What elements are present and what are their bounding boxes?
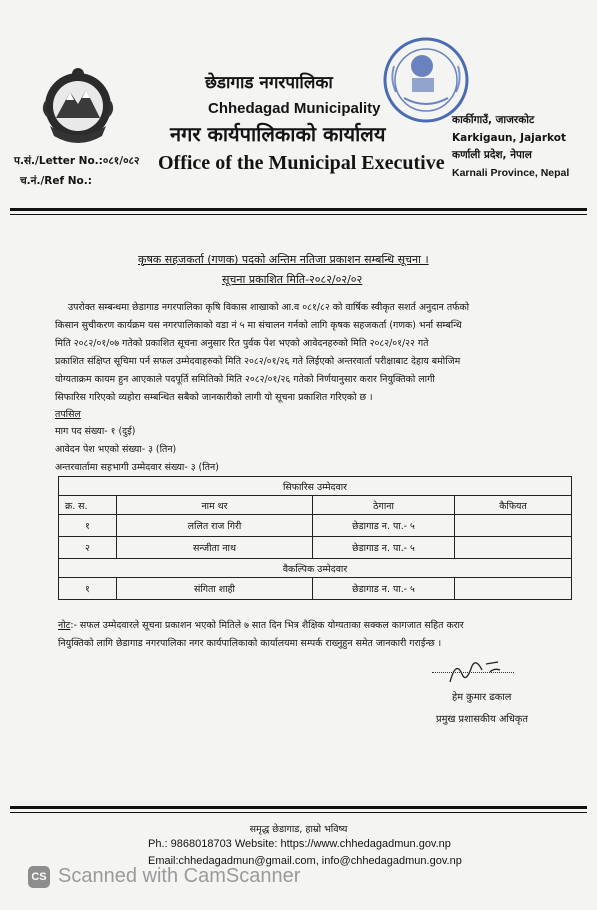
footer-email: Email:chhedagadmun@gmail.com, info@chhedagadmun.gov.np (148, 855, 462, 867)
column-header: कैफियत (455, 496, 572, 515)
cell-name: सन्जीता नाथ (117, 537, 313, 559)
cell-serial: १ (59, 515, 117, 537)
column-header: ठेगाना (313, 496, 455, 515)
municipality-name-nepali: छेडागाड नगरपालिका (205, 73, 333, 93)
candidates-table (58, 476, 572, 600)
footer-divider (10, 812, 587, 813)
cell-name: ललित राज गिरी (117, 515, 313, 537)
table-row (59, 515, 572, 537)
cell-remark (455, 537, 572, 559)
address-line: Karkigaun, Jajarkot (452, 132, 566, 144)
note-text: :- सफल उम्मेदवारले सूचना प्रकाशन भएको मितिले ७ सात दिन भित्र शैक्षिक योग्यताका सक्कल कागजात सहित करार (70, 620, 464, 631)
reference-number: च.नं./Ref No.: (20, 175, 92, 187)
details-line: आवेदन पेश भएको संख्या- ३ (तिन) (55, 444, 177, 455)
footer-divider (10, 806, 587, 809)
camscanner-watermark: Scanned with CamScanner (58, 865, 301, 887)
table-row (59, 537, 572, 559)
notice-body-line: सिफारिस गरिएको व्यहोरा सम्बन्धित सबैको जानकारीको लागी यो सूचना प्रकाशित गरिएको छ । (55, 392, 373, 403)
notice-published-date: सूचना प्रकाशित मिति-२०८२/०२/०२ (222, 273, 363, 286)
address-line: Karnali Province, Nepal (452, 167, 570, 179)
notice-body-line: उपरोक्त सम्बन्धमा छेडागाड नगरपालिका कृषि विकास शाखाको आ.व ०८१/८२ को वार्षिक स्वीकृत सशर्त अनुदान तर्फको (68, 302, 470, 313)
camscanner-logo-icon: CS (28, 866, 50, 888)
nepal-emblem-logo (40, 66, 116, 144)
signatory-title: प्रमुख प्रशासकीय अधिकृत (436, 714, 528, 725)
header-divider (10, 214, 587, 215)
notice-body-line: किसान सुचीकरण कार्यक्रम यस नगरपालिकाको वडा नं ५ मा संचालन गर्नको लागि कृषक सहजकर्ता (गणक) भर्ना सम्बन्धि (55, 320, 462, 331)
column-header: क्र. स. (59, 496, 117, 515)
note-line: नियुक्तिको लागि छेडागाड नगरपालिका नगर कार्यपालिकाको कार्यालयमा सम्पर्क राख्नुहुन समेत जानकारी गराईन्छ । (58, 638, 442, 649)
signature-line (432, 672, 514, 673)
table-row (59, 578, 572, 600)
office-name-nepali: नगर कार्यपालिकाको कार्यालय (170, 122, 386, 146)
notice-title: कृषक सहजकर्ता (गणक) पदको अन्तिम नतिजा प्रकाशन सम्बन्धि सूचना । (138, 253, 429, 266)
details-heading: तपसिल (55, 409, 81, 420)
header-divider (10, 208, 587, 211)
details-line: माग पद संख्या- १ (दुई) (55, 426, 136, 437)
municipal-seal-stamp (380, 36, 472, 124)
notice-body-line: मिति २०८२/०१/०७ गतेको प्रकाशित सूचना अनुसार रित पुर्वक पेश भएको आवेदनहरुको मिति २०८२/०१/२२ गते (55, 338, 429, 349)
letter-number: प.सं./Letter No.:०८१/०८२ (14, 155, 140, 167)
office-name-english: Office of the Municipal Executive (158, 152, 445, 174)
cell-address: छेडागाड न. पा.- ५ (313, 578, 455, 600)
footer-phone-website: Ph.: 9868018703 Website: https://www.chhedagadmun.gov.np (148, 838, 451, 850)
cell-name: संगिता शाही (117, 578, 313, 600)
notice-body-line: प्रकाशित संक्षिप्त सूचिमा पर्न सफल उम्मेदवाहरुको मिति २०८२/०१/२६ गते लिईएको अन्तरवार्ता परीक्षाबाट देहाय बमोजिम (55, 356, 461, 367)
signatory-name: हेम कुमार ढकाल (452, 692, 512, 703)
footer-slogan: समृद्ध छेडागाड, हाम्रो भविष्य (249, 824, 348, 835)
cell-serial: १ (59, 578, 117, 600)
note-label: नोट (58, 620, 71, 631)
municipality-name-english: Chhedagad Municipality (208, 100, 381, 117)
column-header: नाम थर (117, 496, 313, 515)
notice-body-line: योग्यताक्रम कायम हुन आएकाले पदपूर्ति समितिको मिति २०८२/०१/२६ गतेको निर्णयानुसार करार नियुक्तिको लागी (55, 374, 435, 385)
note-line (58, 618, 464, 631)
address-line: कार्कीगाउँ, जाजरकोट (452, 114, 535, 126)
cell-address: छेडागाड न. पा.- ५ (313, 537, 455, 559)
cell-address: छेडागाड न. पा.- ५ (313, 515, 455, 537)
alternate-section-heading: वैकल्पिक उम्मेदवार (59, 559, 572, 578)
address-line: कर्णाली प्रदेश, नेपाल (452, 149, 532, 161)
recommended-section-heading: सिफारिस उम्मेदवार (59, 477, 572, 496)
cell-serial: २ (59, 537, 117, 559)
cell-remark (455, 515, 572, 537)
details-line: अन्तरवार्तामा सहभागी उम्मेदवार संख्या- ३ (तिन) (55, 462, 219, 473)
cell-remark (455, 578, 572, 600)
